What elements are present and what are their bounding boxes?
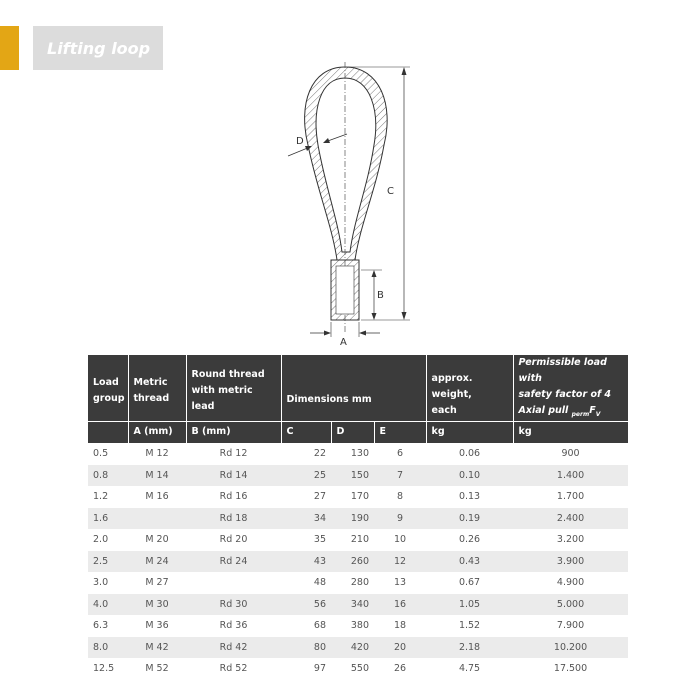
table-cell: 4.75 (426, 658, 513, 680)
table-cell: Rd 14 (186, 465, 281, 487)
table-cell: 13 (374, 572, 426, 594)
unit-cell: kg (426, 421, 513, 443)
table-cell: 80 (281, 637, 331, 659)
table-cell: 6 (374, 443, 426, 465)
table-cell: 27 (281, 486, 331, 508)
table-cell (128, 508, 186, 530)
header-round-thread: Round thread with metric lead (186, 355, 281, 421)
table-cell: 12 (374, 551, 426, 573)
table-row (88, 615, 628, 637)
table-row (88, 486, 628, 508)
table-cell: M 24 (128, 551, 186, 573)
table-cell: 25 (281, 465, 331, 487)
table-cell: 7.900 (513, 615, 628, 637)
table-row (88, 637, 628, 659)
table-cell: M 42 (128, 637, 186, 659)
table-cell: 0.43 (426, 551, 513, 573)
table-cell: 17.500 (513, 658, 628, 680)
table-row (88, 658, 628, 680)
accent-bar (0, 26, 19, 70)
unit-cell: E (374, 421, 426, 443)
table-cell: 1.2 (88, 486, 128, 508)
table-cell: 3.0 (88, 572, 128, 594)
table-cell: 10 (374, 529, 426, 551)
table-row (88, 529, 628, 551)
table-row (88, 465, 628, 487)
table-cell: Rd 30 (186, 594, 281, 616)
table-cell: 7 (374, 465, 426, 487)
table-cell: 2.0 (88, 529, 128, 551)
table-cell: 380 (331, 615, 374, 637)
table-cell: Rd 36 (186, 615, 281, 637)
table-row (88, 443, 628, 465)
table-cell: 130 (331, 443, 374, 465)
unit-cell: kg (513, 421, 628, 443)
table-cell: M 36 (128, 615, 186, 637)
title-banner (33, 26, 163, 70)
header-weight: approx. weight, each (426, 355, 513, 421)
table-cell: 210 (331, 529, 374, 551)
table-cell: 6.3 (88, 615, 128, 637)
table-cell: 150 (331, 465, 374, 487)
header-dimensions: Dimensions mm (281, 355, 426, 421)
table-cell: 48 (281, 572, 331, 594)
table-cell: 170 (331, 486, 374, 508)
unit-cell (88, 421, 128, 443)
table-cell: Rd 20 (186, 529, 281, 551)
table-row (88, 594, 628, 616)
table-row (88, 572, 628, 594)
table-cell: 190 (331, 508, 374, 530)
table-cell: 0.19 (426, 508, 513, 530)
table-cell: 1.05 (426, 594, 513, 616)
table-cell: 550 (331, 658, 374, 680)
table-cell: M 16 (128, 486, 186, 508)
lifting-loop-drawing (270, 60, 430, 345)
table-cell: 1.52 (426, 615, 513, 637)
table-cell: 1.700 (513, 486, 628, 508)
label-b: B (377, 290, 384, 301)
table-cell: 2.5 (88, 551, 128, 573)
table-cell: 4.900 (513, 572, 628, 594)
header-metric-thread: Metric thread (128, 355, 186, 421)
units-row (88, 421, 628, 443)
table-cell: Rd 12 (186, 443, 281, 465)
table-cell: Rd 24 (186, 551, 281, 573)
table-cell: M 30 (128, 594, 186, 616)
table-cell: 12.5 (88, 658, 128, 680)
table-cell: 10.200 (513, 637, 628, 659)
header-permissible-load: Permissible load with safety factor of 4 Axial pull $_{perm}F_V$ (513, 355, 628, 421)
table-cell: 0.06 (426, 443, 513, 465)
table-cell: 2.18 (426, 637, 513, 659)
table-cell: 340 (331, 594, 374, 616)
table-cell: 35 (281, 529, 331, 551)
unit-cell: D (331, 421, 374, 443)
table-cell: M 27 (128, 572, 186, 594)
table-cell: 4.0 (88, 594, 128, 616)
table-cell: 18 (374, 615, 426, 637)
table-cell: 0.26 (426, 529, 513, 551)
table-cell: 20 (374, 637, 426, 659)
table-cell: 0.67 (426, 572, 513, 594)
table-cell: 0.10 (426, 465, 513, 487)
table-cell: M 14 (128, 465, 186, 487)
table-cell: M 52 (128, 658, 186, 680)
table-cell: 1.6 (88, 508, 128, 530)
table-cell: 3.900 (513, 551, 628, 573)
table-cell: Rd 16 (186, 486, 281, 508)
table-cell: M 20 (128, 529, 186, 551)
table-cell: 420 (331, 637, 374, 659)
table-cell: 26 (374, 658, 426, 680)
table-cell: Rd 18 (186, 508, 281, 530)
table-cell: 1.400 (513, 465, 628, 487)
spec-table (88, 355, 628, 680)
label-d: D (296, 136, 304, 147)
table-cell: 0.5 (88, 443, 128, 465)
table-cell: 900 (513, 443, 628, 465)
table-cell: 22 (281, 443, 331, 465)
loop-inner (316, 78, 376, 252)
table-cell: Rd 52 (186, 658, 281, 680)
table-cell (186, 572, 281, 594)
unit-cell: C (281, 421, 331, 443)
label-a: A (340, 337, 347, 345)
table-cell: 0.13 (426, 486, 513, 508)
table-cell: 56 (281, 594, 331, 616)
unit-cell: A (mm) (128, 421, 186, 443)
table-cell: 0.8 (88, 465, 128, 487)
table-cell: 16 (374, 594, 426, 616)
table-cell: 280 (331, 572, 374, 594)
table-cell: 34 (281, 508, 331, 530)
header-row (88, 355, 628, 421)
table-cell: 8.0 (88, 637, 128, 659)
label-c: C (387, 186, 394, 197)
table-cell: 8 (374, 486, 426, 508)
header-load-group: Load group (88, 355, 128, 421)
table-cell: 5.000 (513, 594, 628, 616)
table-row (88, 508, 628, 530)
table-cell: 9 (374, 508, 426, 530)
page-title: Lifting loop (47, 38, 151, 58)
unit-cell: B (mm) (186, 421, 281, 443)
table-cell: 68 (281, 615, 331, 637)
table-cell: 97 (281, 658, 331, 680)
table-cell: M 12 (128, 443, 186, 465)
table-cell: 2.400 (513, 508, 628, 530)
table-cell: 3.200 (513, 529, 628, 551)
table-cell: 260 (331, 551, 374, 573)
table-cell: Rd 42 (186, 637, 281, 659)
table-row (88, 551, 628, 573)
table-cell: 43 (281, 551, 331, 573)
